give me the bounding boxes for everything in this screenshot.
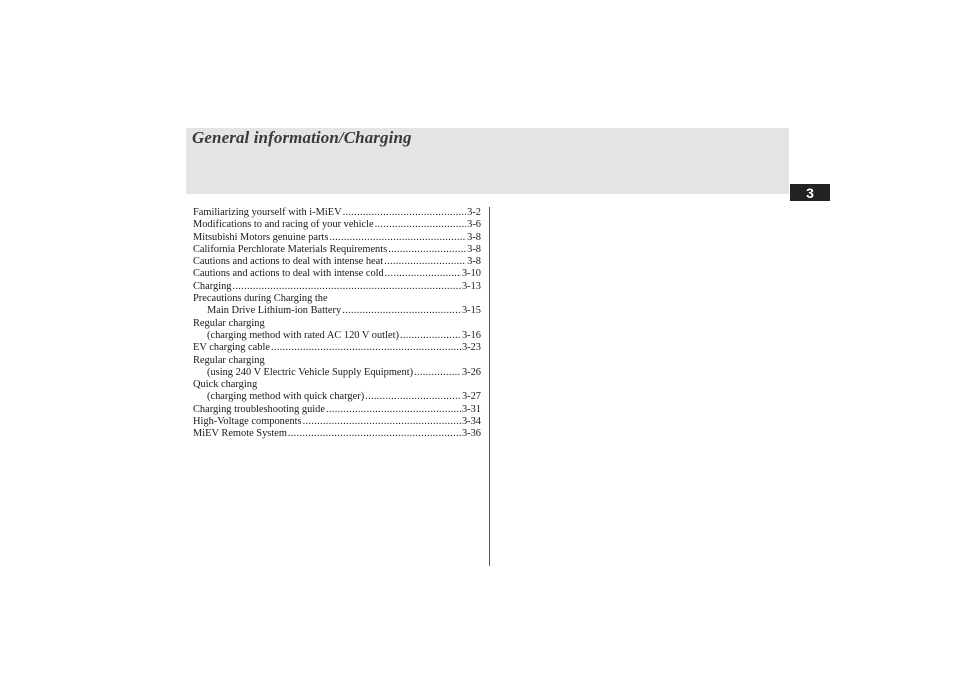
toc-entry-title: Charging (193, 280, 232, 292)
toc-leader-dots (400, 330, 461, 342)
toc-entry-line (193, 330, 481, 342)
toc-leader-dots (414, 367, 461, 379)
toc-entry-page: 3-34 (461, 416, 481, 428)
table-of-contents (193, 207, 481, 441)
toc-entry-title: Cautions and actions to deal with intense cold (193, 268, 384, 280)
toc-entry-page: 3-8 (467, 243, 481, 255)
toc-entry-page: 3-15 (461, 305, 481, 317)
toc-entry-page: 3-16 (461, 329, 481, 341)
toc-leader-dots (375, 219, 467, 231)
toc-leader-dots (232, 281, 460, 293)
toc-leader-dots (288, 428, 461, 440)
toc-leader-dots (303, 416, 461, 428)
toc-leader-dots (329, 232, 466, 244)
toc-entry-title: Charging troubleshooting guide (193, 403, 325, 415)
toc-entry-title: Main Drive Lithium-ion Battery (207, 305, 342, 317)
toc-entry-heading: Regular charging (193, 317, 265, 329)
toc-entry[interactable] (193, 355, 481, 380)
toc-entry-line (193, 342, 481, 354)
toc-leader-dots (326, 404, 461, 416)
toc-entry-title: (charging method with quick charger) (207, 391, 365, 403)
toc-entry-heading: Regular charging (193, 354, 265, 366)
toc-entry[interactable] (193, 219, 481, 231)
toc-entry[interactable] (193, 379, 481, 404)
toc-leader-dots (342, 305, 461, 317)
toc-entry-line (193, 256, 481, 268)
toc-entry-line (193, 244, 481, 256)
toc-entry-title: High-Voltage components (193, 416, 302, 428)
toc-entry-title: Mitsubishi Motors genuine parts (193, 231, 329, 243)
toc-entry-title: Familiarizing yourself with i-MiEV (193, 207, 342, 218)
toc-leader-dots (388, 244, 466, 256)
toc-entry-title: California Perchlorate Materials Requirements (193, 243, 388, 255)
toc-leader-dots (384, 256, 466, 268)
toc-entry-page: 3-8 (467, 256, 481, 268)
section-title: General information/Charging (192, 128, 412, 147)
toc-entry-page: 3-10 (461, 268, 481, 280)
toc-entry[interactable] (193, 232, 481, 244)
toc-entry-page: 3-36 (461, 428, 481, 440)
toc-entry-line (193, 219, 481, 231)
toc-entry-line (193, 391, 481, 403)
toc-entry-page: 3-23 (461, 342, 481, 354)
toc-entry-page: 3-13 (461, 280, 481, 292)
chapter-tab (790, 184, 830, 201)
toc-entry-line (193, 416, 481, 428)
toc-entry[interactable] (193, 416, 481, 428)
toc-entry-title: MiEV Remote System (193, 428, 287, 440)
toc-entry-line (193, 268, 481, 280)
toc-entry-title: (using 240 V Electric Vehicle Supply Equipment) (207, 366, 414, 378)
toc-entry-heading: Quick charging (193, 379, 258, 391)
toc-entry-line (193, 428, 481, 440)
toc-entry-title: Cautions and actions to deal with intense heat (193, 256, 384, 268)
toc-leader-dots (365, 391, 461, 403)
toc-entry[interactable] (193, 281, 481, 293)
toc-entry-page: 3-6 (467, 219, 481, 231)
toc-entry-heading: Precautions during Charging the (193, 293, 328, 305)
toc-entry-line (193, 367, 481, 379)
column-divider (489, 207, 490, 566)
toc-entry-page: 3-26 (461, 366, 481, 378)
toc-leader-dots (385, 268, 461, 280)
toc-entry-line (193, 305, 481, 317)
toc-entry[interactable] (193, 293, 481, 318)
toc-entry-line (193, 207, 481, 219)
toc-entry-page: 3-2 (467, 207, 481, 218)
toc-entry[interactable] (193, 207, 481, 219)
toc-entry-title: Modifications to and racing of your vehicle (193, 219, 374, 231)
toc-entry-page: 3-8 (467, 231, 481, 243)
toc-leader-dots (271, 342, 461, 354)
toc-entry-title: EV charging cable (193, 342, 270, 354)
toc-entry-page: 3-27 (461, 391, 481, 403)
toc-entry-line (193, 281, 481, 293)
toc-entry[interactable] (193, 318, 481, 343)
toc-entry-title: (charging method with rated AC 120 V outlet) (207, 329, 399, 341)
toc-entry[interactable] (193, 268, 481, 280)
toc-entry[interactable] (193, 256, 481, 268)
toc-entry[interactable] (193, 404, 481, 416)
toc-entry[interactable] (193, 244, 481, 256)
toc-entry-line (193, 232, 481, 244)
toc-entry-page: 3-31 (461, 403, 481, 415)
section-header-band (186, 128, 789, 194)
toc-entry-line (193, 404, 481, 416)
toc-entry[interactable] (193, 428, 481, 440)
chapter-number: 3 (806, 184, 814, 201)
toc-leader-dots (343, 207, 467, 219)
toc-entry[interactable] (193, 342, 481, 354)
